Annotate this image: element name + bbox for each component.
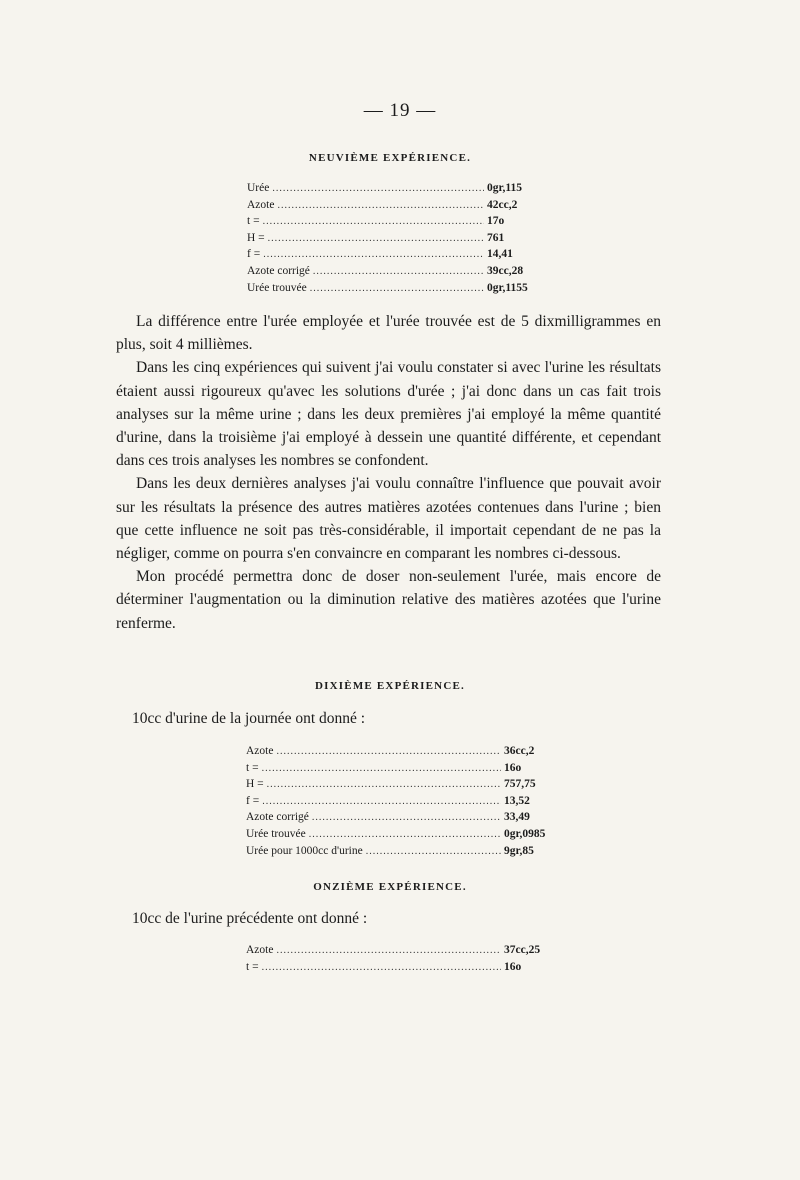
row-value: 0gr,1155 bbox=[487, 281, 528, 294]
paragraph-procede: Mon procédé permettra donc de doser non-seulement l'urée, mais encore de déterminer l'augmentation ou la diminution relative des matières azotées que l'urine renferme. bbox=[116, 568, 661, 632]
table-row bbox=[246, 811, 564, 828]
row-label: Azote bbox=[246, 944, 274, 956]
row-label: H = bbox=[247, 231, 265, 244]
row-label: Azote corrigé bbox=[246, 811, 309, 824]
table-row bbox=[246, 778, 564, 795]
row-value: 33,49 bbox=[504, 811, 530, 824]
table-row bbox=[246, 961, 564, 978]
section-heading-neuvieme: NEUVIÈME EXPÉRIENCE. bbox=[308, 152, 472, 164]
measurements-table-onzieme bbox=[246, 944, 564, 977]
row-value: 761 bbox=[487, 231, 505, 244]
row-value: 36cc,2 bbox=[504, 745, 535, 757]
table-row bbox=[247, 282, 547, 299]
page-number: — 19 — bbox=[363, 100, 437, 121]
paragraph-difference: La différence entre l'urée employée et l'urée trouvée est de 5 dixmilligrammes en plus, soit 4 millièmes. bbox=[116, 313, 661, 354]
row-value: 757,75 bbox=[504, 778, 536, 791]
paragraph-cinq-experiences: Dans les cinq expériences qui suivent j'ai voulu constater si avec l'urine les résultats étaient aussi rigoureux qu'avec les solutions d'urée ; j'ai donc dans un cas fait trois analyses sur la même urine ; dans les deux premières j'ai employé la même quantité d'urine, dans la troisième j'ai employé à dessein une quantité différente, et cependant dans ces trois analyses les nombres se confondent. bbox=[116, 359, 661, 470]
row-label: Azote bbox=[247, 198, 275, 211]
row-value: 17o bbox=[487, 215, 505, 228]
row-label: t = bbox=[246, 960, 259, 973]
row-value: 37cc,25 bbox=[504, 944, 541, 956]
row-label: Urée pour 1000cc d'urine bbox=[246, 844, 363, 857]
table-row bbox=[246, 745, 564, 762]
table-row bbox=[246, 762, 564, 779]
row-label: Azote bbox=[246, 745, 274, 757]
section-intro-dixieme: 10cc d'urine de la journée ont donné : bbox=[132, 710, 366, 727]
row-value: 0gr,0985 bbox=[504, 827, 546, 840]
section-intro-onzieme: 10cc de l'urine précédente ont donné : bbox=[132, 910, 368, 927]
row-value: 16o bbox=[504, 960, 522, 973]
section-heading-dixieme: DIXIÈME EXPÉRIENCE. bbox=[315, 680, 465, 692]
table-row bbox=[246, 845, 564, 862]
measurements-table-dixieme bbox=[246, 745, 564, 861]
table-row bbox=[247, 199, 547, 216]
table-row bbox=[246, 944, 564, 961]
table-row bbox=[247, 215, 547, 232]
table-row bbox=[247, 232, 547, 249]
row-label: t = bbox=[246, 761, 259, 774]
row-value: 14,41 bbox=[487, 248, 513, 261]
table-row bbox=[246, 828, 564, 845]
row-value: 39cc,28 bbox=[487, 264, 524, 277]
body-text bbox=[116, 310, 661, 635]
paragraph-deux-dernieres: Dans les deux dernières analyses j'ai voulu connaître l'influence que pouvait avoir sur les résultats la présence des autres matières azotées contenues dans l'urine ; bien que cette influence ne soit pas très-considérable, il importait cependant de ne pas la négliger, comme on pourra s'en convaincre en comparant les nombres ci-dessous. bbox=[116, 475, 661, 563]
section-heading-onzieme: ONZIÈME EXPÉRIENCE. bbox=[313, 881, 467, 893]
row-value: 9gr,85 bbox=[504, 844, 534, 857]
row-value: 0gr,115 bbox=[487, 182, 523, 194]
table-row bbox=[246, 795, 564, 812]
row-value: 13,52 bbox=[504, 794, 530, 807]
row-label: t = bbox=[247, 215, 260, 228]
table-row bbox=[247, 182, 547, 199]
row-label: Urée trouvée bbox=[246, 827, 306, 840]
row-label: f = bbox=[246, 794, 260, 807]
row-value: 16o bbox=[504, 761, 522, 774]
table-row bbox=[247, 265, 547, 282]
row-value: 42cc,2 bbox=[487, 198, 518, 211]
row-label: Urée trouvée bbox=[247, 281, 307, 294]
row-label: Azote corrigé bbox=[247, 264, 310, 277]
row-label: Urée bbox=[247, 182, 270, 194]
table-row bbox=[247, 248, 547, 265]
measurements-table-neuvieme bbox=[247, 182, 547, 298]
row-label: f = bbox=[247, 248, 261, 261]
row-label: H = bbox=[246, 778, 264, 791]
